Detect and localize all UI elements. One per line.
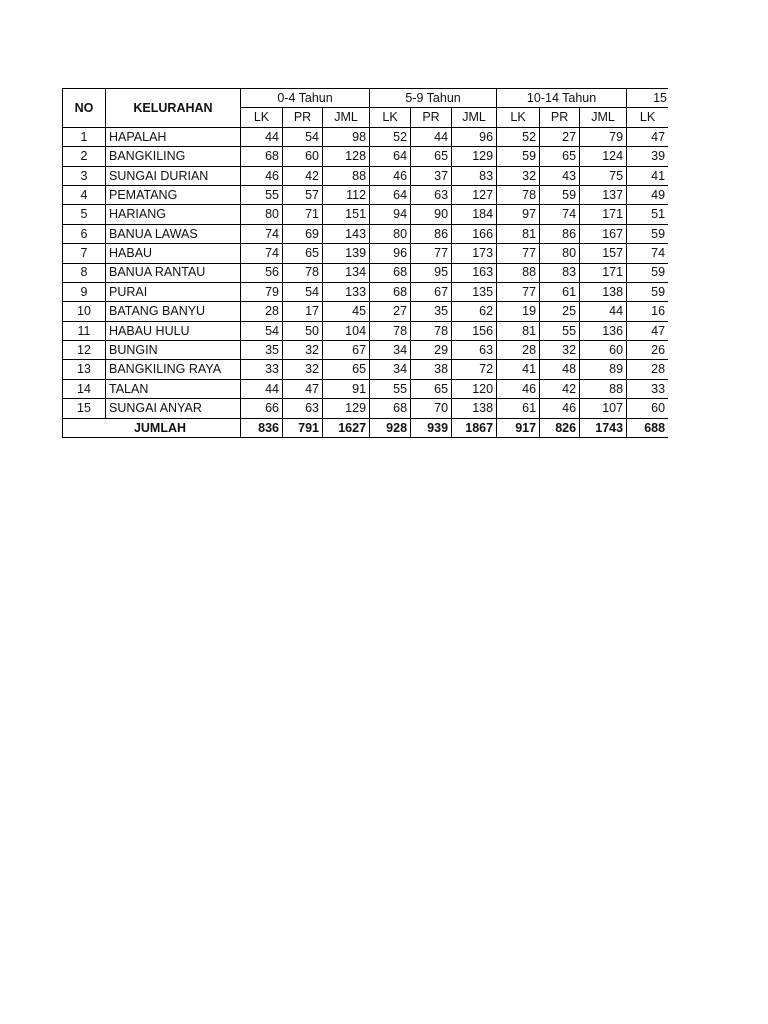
header-no: NO bbox=[63, 89, 106, 128]
value-cell: 28 bbox=[627, 360, 668, 379]
value-cell: 27 bbox=[370, 302, 411, 321]
value-cell: 42 bbox=[540, 379, 580, 398]
value-cell: 83 bbox=[452, 166, 497, 185]
subheader-cell: JML bbox=[323, 108, 370, 127]
value-cell: 143 bbox=[323, 224, 370, 243]
value-cell: 55 bbox=[540, 321, 580, 340]
table-row bbox=[63, 127, 669, 146]
value-cell: 52 bbox=[370, 127, 411, 146]
value-cell: 46 bbox=[370, 166, 411, 185]
value-cell: 135 bbox=[452, 282, 497, 301]
value-cell: 86 bbox=[540, 224, 580, 243]
value-cell: 38 bbox=[411, 360, 452, 379]
value-cell: 96 bbox=[452, 127, 497, 146]
value-cell: 83 bbox=[540, 263, 580, 282]
value-cell: 66 bbox=[241, 399, 283, 418]
value-cell: 32 bbox=[283, 360, 323, 379]
total-label: JUMLAH bbox=[63, 418, 241, 437]
value-cell: 78 bbox=[370, 321, 411, 340]
value-cell: 171 bbox=[580, 205, 627, 224]
value-cell: 19 bbox=[497, 302, 540, 321]
value-cell: 156 bbox=[452, 321, 497, 340]
total-cell: 1627 bbox=[323, 418, 370, 437]
value-cell: 61 bbox=[540, 282, 580, 301]
total-cell: 917 bbox=[497, 418, 540, 437]
table-row bbox=[63, 244, 669, 263]
value-cell: 138 bbox=[580, 282, 627, 301]
value-cell: 49 bbox=[627, 185, 668, 204]
value-cell: 55 bbox=[370, 379, 411, 398]
value-cell: 120 bbox=[452, 379, 497, 398]
value-cell: 27 bbox=[540, 127, 580, 146]
value-cell: 74 bbox=[241, 244, 283, 263]
total-cell: 939 bbox=[411, 418, 452, 437]
value-cell: 67 bbox=[411, 282, 452, 301]
value-cell: 74 bbox=[241, 224, 283, 243]
table-row bbox=[63, 399, 669, 418]
table-row bbox=[63, 321, 669, 340]
value-cell: 61 bbox=[497, 399, 540, 418]
row-number: 6 bbox=[63, 224, 106, 243]
value-cell: 95 bbox=[411, 263, 452, 282]
value-cell: 46 bbox=[540, 399, 580, 418]
table-row bbox=[63, 185, 669, 204]
table-row bbox=[63, 302, 669, 321]
value-cell: 65 bbox=[411, 147, 452, 166]
value-cell: 89 bbox=[580, 360, 627, 379]
value-cell: 68 bbox=[370, 282, 411, 301]
value-cell: 50 bbox=[283, 321, 323, 340]
value-cell: 70 bbox=[411, 399, 452, 418]
value-cell: 129 bbox=[452, 147, 497, 166]
value-cell: 74 bbox=[627, 244, 668, 263]
header-group-10-14: 10-14 Tahun bbox=[497, 89, 627, 108]
value-cell: 60 bbox=[580, 341, 627, 360]
kelurahan-name: TALAN bbox=[106, 379, 241, 398]
row-number: 2 bbox=[63, 147, 106, 166]
subheader-cell: PR bbox=[411, 108, 452, 127]
value-cell: 41 bbox=[627, 166, 668, 185]
kelurahan-name: BATANG BANYU bbox=[106, 302, 241, 321]
value-cell: 136 bbox=[580, 321, 627, 340]
value-cell: 29 bbox=[411, 341, 452, 360]
value-cell: 46 bbox=[497, 379, 540, 398]
value-cell: 44 bbox=[241, 127, 283, 146]
value-cell: 52 bbox=[497, 127, 540, 146]
kelurahan-name: SUNGAI ANYAR bbox=[106, 399, 241, 418]
value-cell: 127 bbox=[452, 185, 497, 204]
value-cell: 79 bbox=[241, 282, 283, 301]
header-kelurahan: KELURAHAN bbox=[106, 89, 241, 128]
row-number: 8 bbox=[63, 263, 106, 282]
value-cell: 47 bbox=[627, 321, 668, 340]
kelurahan-name: SUNGAI DURIAN bbox=[106, 166, 241, 185]
value-cell: 39 bbox=[627, 147, 668, 166]
value-cell: 98 bbox=[323, 127, 370, 146]
value-cell: 86 bbox=[411, 224, 452, 243]
subheader-cell: JML bbox=[580, 108, 627, 127]
value-cell: 28 bbox=[497, 341, 540, 360]
value-cell: 54 bbox=[283, 282, 323, 301]
value-cell: 166 bbox=[452, 224, 497, 243]
value-cell: 46 bbox=[241, 166, 283, 185]
kelurahan-name: PURAI bbox=[106, 282, 241, 301]
value-cell: 77 bbox=[497, 244, 540, 263]
value-cell: 77 bbox=[411, 244, 452, 263]
table-row bbox=[63, 205, 669, 224]
value-cell: 67 bbox=[323, 341, 370, 360]
kelurahan-name: BANGKILING bbox=[106, 147, 241, 166]
value-cell: 64 bbox=[370, 147, 411, 166]
value-cell: 59 bbox=[627, 263, 668, 282]
value-cell: 60 bbox=[627, 399, 668, 418]
total-cell: 1743 bbox=[580, 418, 627, 437]
subheader-cell: JML bbox=[452, 108, 497, 127]
value-cell: 33 bbox=[627, 379, 668, 398]
value-cell: 80 bbox=[241, 205, 283, 224]
value-cell: 78 bbox=[283, 263, 323, 282]
value-cell: 104 bbox=[323, 321, 370, 340]
row-number: 5 bbox=[63, 205, 106, 224]
value-cell: 128 bbox=[323, 147, 370, 166]
value-cell: 157 bbox=[580, 244, 627, 263]
subheader-cell: PR bbox=[540, 108, 580, 127]
kelurahan-name: HABAU bbox=[106, 244, 241, 263]
value-cell: 65 bbox=[323, 360, 370, 379]
subheader-cell: PR bbox=[283, 108, 323, 127]
value-cell: 94 bbox=[370, 205, 411, 224]
value-cell: 55 bbox=[241, 185, 283, 204]
value-cell: 32 bbox=[540, 341, 580, 360]
value-cell: 112 bbox=[323, 185, 370, 204]
value-cell: 57 bbox=[283, 185, 323, 204]
row-number: 11 bbox=[63, 321, 106, 340]
row-number: 14 bbox=[63, 379, 106, 398]
value-cell: 62 bbox=[452, 302, 497, 321]
kelurahan-name: PEMATANG bbox=[106, 185, 241, 204]
header-group-0-4: 0-4 Tahun bbox=[241, 89, 370, 108]
subheader-cell: LK bbox=[241, 108, 283, 127]
kelurahan-name: HARIANG bbox=[106, 205, 241, 224]
value-cell: 63 bbox=[283, 399, 323, 418]
table-row bbox=[63, 341, 669, 360]
value-cell: 139 bbox=[323, 244, 370, 263]
table-row bbox=[63, 166, 669, 185]
row-number: 13 bbox=[63, 360, 106, 379]
row-number: 4 bbox=[63, 185, 106, 204]
kelurahan-name: BUNGIN bbox=[106, 341, 241, 360]
value-cell: 32 bbox=[283, 341, 323, 360]
kelurahan-name: BANUA RANTAU bbox=[106, 263, 241, 282]
value-cell: 88 bbox=[580, 379, 627, 398]
value-cell: 124 bbox=[580, 147, 627, 166]
value-cell: 75 bbox=[580, 166, 627, 185]
kelurahan-name: HABAU HULU bbox=[106, 321, 241, 340]
value-cell: 48 bbox=[540, 360, 580, 379]
spreadsheet-region bbox=[62, 88, 668, 438]
table-row bbox=[63, 224, 669, 243]
value-cell: 28 bbox=[241, 302, 283, 321]
table-row bbox=[63, 360, 669, 379]
value-cell: 44 bbox=[580, 302, 627, 321]
value-cell: 133 bbox=[323, 282, 370, 301]
value-cell: 59 bbox=[627, 282, 668, 301]
value-cell: 54 bbox=[283, 127, 323, 146]
value-cell: 171 bbox=[580, 263, 627, 282]
value-cell: 37 bbox=[411, 166, 452, 185]
value-cell: 45 bbox=[323, 302, 370, 321]
value-cell: 81 bbox=[497, 224, 540, 243]
value-cell: 72 bbox=[452, 360, 497, 379]
total-cell: 928 bbox=[370, 418, 411, 437]
total-cell: 688 bbox=[627, 418, 668, 437]
value-cell: 59 bbox=[627, 224, 668, 243]
value-cell: 69 bbox=[283, 224, 323, 243]
row-number: 1 bbox=[63, 127, 106, 146]
value-cell: 60 bbox=[283, 147, 323, 166]
value-cell: 163 bbox=[452, 263, 497, 282]
value-cell: 41 bbox=[497, 360, 540, 379]
kelurahan-name: BANGKILING RAYA bbox=[106, 360, 241, 379]
value-cell: 68 bbox=[370, 263, 411, 282]
row-number: 10 bbox=[63, 302, 106, 321]
value-cell: 137 bbox=[580, 185, 627, 204]
kelurahan-name: BANUA LAWAS bbox=[106, 224, 241, 243]
value-cell: 59 bbox=[497, 147, 540, 166]
value-cell: 43 bbox=[540, 166, 580, 185]
kelurahan-name: HAPALAH bbox=[106, 127, 241, 146]
value-cell: 78 bbox=[497, 185, 540, 204]
row-number: 3 bbox=[63, 166, 106, 185]
value-cell: 78 bbox=[411, 321, 452, 340]
value-cell: 34 bbox=[370, 341, 411, 360]
total-cell: 791 bbox=[283, 418, 323, 437]
value-cell: 80 bbox=[540, 244, 580, 263]
value-cell: 56 bbox=[241, 263, 283, 282]
header-group-15-clipped: 15 bbox=[627, 89, 668, 108]
value-cell: 65 bbox=[283, 244, 323, 263]
table-row bbox=[63, 282, 669, 301]
table-body bbox=[63, 127, 669, 418]
total-cell: 836 bbox=[241, 418, 283, 437]
population-table bbox=[62, 88, 668, 438]
value-cell: 65 bbox=[540, 147, 580, 166]
value-cell: 25 bbox=[540, 302, 580, 321]
value-cell: 71 bbox=[283, 205, 323, 224]
row-number: 7 bbox=[63, 244, 106, 263]
value-cell: 151 bbox=[323, 205, 370, 224]
row-number: 9 bbox=[63, 282, 106, 301]
value-cell: 107 bbox=[580, 399, 627, 418]
value-cell: 79 bbox=[580, 127, 627, 146]
header-group-5-9: 5-9 Tahun bbox=[370, 89, 497, 108]
subheader-cell: LK bbox=[370, 108, 411, 127]
value-cell: 96 bbox=[370, 244, 411, 263]
value-cell: 68 bbox=[241, 147, 283, 166]
value-cell: 17 bbox=[283, 302, 323, 321]
total-cell: 826 bbox=[540, 418, 580, 437]
value-cell: 88 bbox=[323, 166, 370, 185]
value-cell: 173 bbox=[452, 244, 497, 263]
value-cell: 63 bbox=[452, 341, 497, 360]
value-cell: 138 bbox=[452, 399, 497, 418]
subheader-cell: LK bbox=[497, 108, 540, 127]
value-cell: 59 bbox=[540, 185, 580, 204]
value-cell: 33 bbox=[241, 360, 283, 379]
value-cell: 51 bbox=[627, 205, 668, 224]
value-cell: 32 bbox=[497, 166, 540, 185]
value-cell: 80 bbox=[370, 224, 411, 243]
total-cell: 1867 bbox=[452, 418, 497, 437]
value-cell: 26 bbox=[627, 341, 668, 360]
subheader-cell: LK bbox=[627, 108, 668, 127]
value-cell: 81 bbox=[497, 321, 540, 340]
value-cell: 68 bbox=[370, 399, 411, 418]
value-cell: 34 bbox=[370, 360, 411, 379]
value-cell: 16 bbox=[627, 302, 668, 321]
value-cell: 64 bbox=[370, 185, 411, 204]
value-cell: 129 bbox=[323, 399, 370, 418]
value-cell: 184 bbox=[452, 205, 497, 224]
value-cell: 65 bbox=[411, 379, 452, 398]
table-row bbox=[63, 263, 669, 282]
value-cell: 63 bbox=[411, 185, 452, 204]
value-cell: 167 bbox=[580, 224, 627, 243]
value-cell: 47 bbox=[627, 127, 668, 146]
value-cell: 47 bbox=[283, 379, 323, 398]
row-number: 12 bbox=[63, 341, 106, 360]
value-cell: 88 bbox=[497, 263, 540, 282]
value-cell: 44 bbox=[241, 379, 283, 398]
table-row bbox=[63, 379, 669, 398]
row-number: 15 bbox=[63, 399, 106, 418]
value-cell: 90 bbox=[411, 205, 452, 224]
total-row bbox=[63, 418, 669, 437]
header-row-groups bbox=[63, 89, 669, 108]
value-cell: 42 bbox=[283, 166, 323, 185]
value-cell: 77 bbox=[497, 282, 540, 301]
value-cell: 44 bbox=[411, 127, 452, 146]
value-cell: 134 bbox=[323, 263, 370, 282]
value-cell: 97 bbox=[497, 205, 540, 224]
value-cell: 74 bbox=[540, 205, 580, 224]
table-row bbox=[63, 147, 669, 166]
value-cell: 35 bbox=[241, 341, 283, 360]
value-cell: 54 bbox=[241, 321, 283, 340]
value-cell: 35 bbox=[411, 302, 452, 321]
value-cell: 91 bbox=[323, 379, 370, 398]
